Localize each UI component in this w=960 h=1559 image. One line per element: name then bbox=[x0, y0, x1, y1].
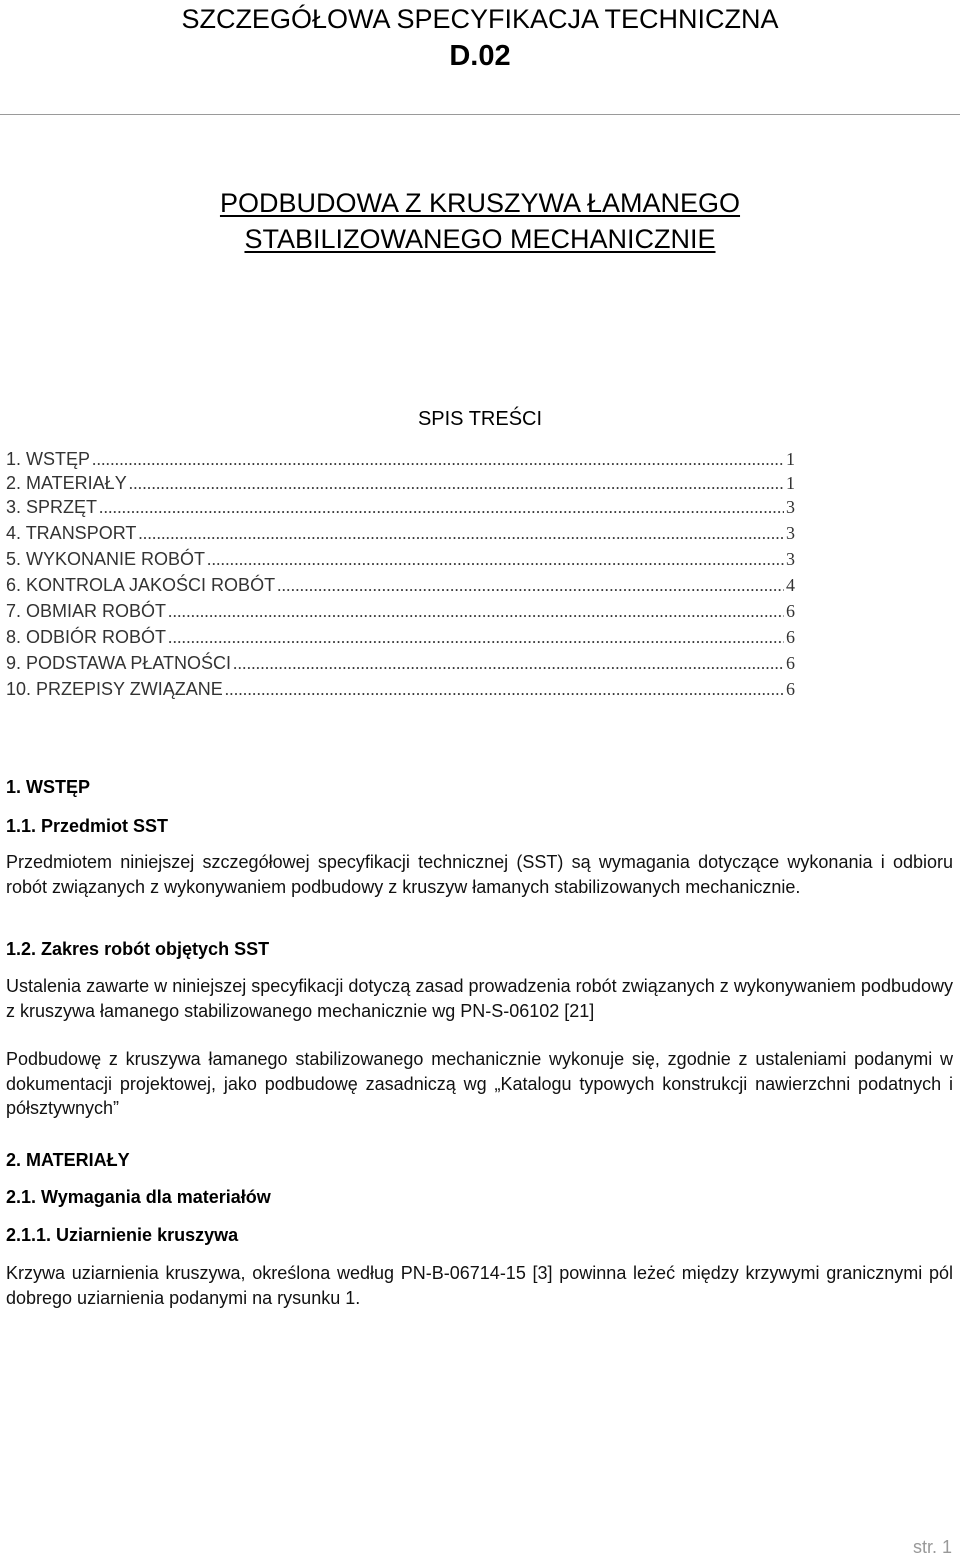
paragraph-1-1: Przedmiotem niniejszej szczegółowej specyfikacji technicznej (SST) są wymagania dotyczące wykonania i odbioru robót związanych z wykonywaniem podbudowy z kruszyw łamanych stabilizowanych mechanicznie. bbox=[6, 852, 953, 897]
toc-item[interactable] bbox=[6, 546, 795, 572]
section-heading-1: 1. WSTĘP bbox=[6, 777, 91, 797]
header-divider bbox=[0, 114, 960, 115]
toc-item-label: 1. WSTĘP bbox=[6, 449, 91, 469]
toc-item[interactable] bbox=[6, 520, 795, 546]
toc-item-label: 5. WYKONANIE ROBÓT bbox=[6, 549, 206, 569]
toc-item-page: 6 bbox=[786, 627, 795, 647]
toc-item[interactable] bbox=[6, 470, 795, 496]
toc-item[interactable] bbox=[6, 624, 795, 650]
document-subject-line1: PODBUDOWA Z KRUSZYWA ŁAMANEGO bbox=[219, 188, 741, 218]
toc-item[interactable] bbox=[6, 598, 795, 624]
toc-item-page: 6 bbox=[786, 653, 795, 673]
document-subject-line2: STABILIZOWANEGO MECHANICZNIE bbox=[244, 224, 716, 254]
toc-leader-dots bbox=[168, 599, 784, 625]
toc-item-page: 3 bbox=[786, 497, 795, 517]
spec-code: D.02 bbox=[449, 40, 511, 72]
toc-item-page: 3 bbox=[786, 523, 795, 543]
toc-item-page: 1 bbox=[786, 473, 795, 493]
toc-item-page: 1 bbox=[786, 449, 795, 469]
spec-title: SZCZEGÓŁOWA SPECYFIKACJA TECHNICZNA bbox=[181, 4, 779, 34]
toc-heading: SPIS TREŚCI bbox=[417, 408, 543, 430]
toc-leader-dots bbox=[207, 547, 784, 573]
toc-item-label: 3. SPRZĘT bbox=[6, 497, 98, 517]
toc-item[interactable] bbox=[6, 572, 795, 598]
toc-leader-dots bbox=[138, 521, 784, 547]
toc-item-label: 6. KONTROLA JAKOŚCI ROBÓT bbox=[6, 575, 276, 595]
paragraph-2-1-1: Krzywa uziarnienia kruszywa, określona według PN-B-06714-15 [3] powinna leżeć między krzywymi granicznymi pól dobrego uziarnienia podanymi na rysunku 1. bbox=[6, 1263, 953, 1308]
toc-item-page: 4 bbox=[786, 575, 795, 595]
toc-leader-dots bbox=[277, 573, 784, 599]
section-heading-1-1: 1.1. Przedmiot SST bbox=[6, 816, 169, 836]
section-heading-2: 2. MATERIAŁY bbox=[6, 1150, 130, 1170]
toc-item-label: 8. ODBIÓR ROBÓT bbox=[6, 627, 167, 647]
toc-leader-dots bbox=[99, 495, 784, 521]
toc-item-label: 10. PRZEPISY ZWIĄZANE bbox=[6, 679, 223, 699]
page-number: str. 1 bbox=[912, 1537, 952, 1557]
toc-item-label: 4. TRANSPORT bbox=[6, 523, 137, 543]
section-heading-1-2: 1.2. Zakres robót objętych SST bbox=[6, 939, 270, 959]
toc-item-label: 9. PODSTAWA PŁATNOŚCI bbox=[6, 653, 232, 673]
paragraph-1-2-b: Podbudowę z kruszywa łamanego stabilizowanego mechanicznie wykonuje się, zgodnie z ustaleniami podanymi w dokumentacji projektowej, jako podbudowę zasadniczą wg „Katalogu typowych konstrukcji nawierzchni podatnych i półsztywnych” bbox=[6, 1049, 953, 1118]
toc-item[interactable] bbox=[6, 676, 795, 702]
toc-item[interactable] bbox=[6, 446, 795, 472]
toc-leader-dots bbox=[168, 625, 784, 651]
toc-leader-dots bbox=[225, 677, 784, 703]
toc-item-page: 6 bbox=[786, 679, 795, 699]
paragraph-1-2-a: Ustalenia zawarte w niniejszej specyfikacji dotyczą zasad prowadzenia robót związanych z wykonywaniem podbudowy z kruszywa łamanego stabilizowanego mechanicznie wg PN-S-06102 [21] bbox=[6, 976, 953, 1021]
toc-item-page: 3 bbox=[786, 549, 795, 569]
toc-item[interactable] bbox=[6, 650, 795, 676]
toc-item[interactable] bbox=[6, 494, 795, 520]
section-heading-2-1-1: 2.1.1. Uziarnienie kruszywa bbox=[6, 1225, 239, 1245]
section-heading-2-1: 2.1. Wymagania dla materiałów bbox=[6, 1187, 271, 1207]
toc-item-label: 2. MATERIAŁY bbox=[6, 473, 127, 493]
toc-item-page: 6 bbox=[786, 601, 795, 621]
toc-leader-dots bbox=[233, 651, 784, 677]
toc-item-label: 7. OBMIAR ROBÓT bbox=[6, 601, 167, 621]
